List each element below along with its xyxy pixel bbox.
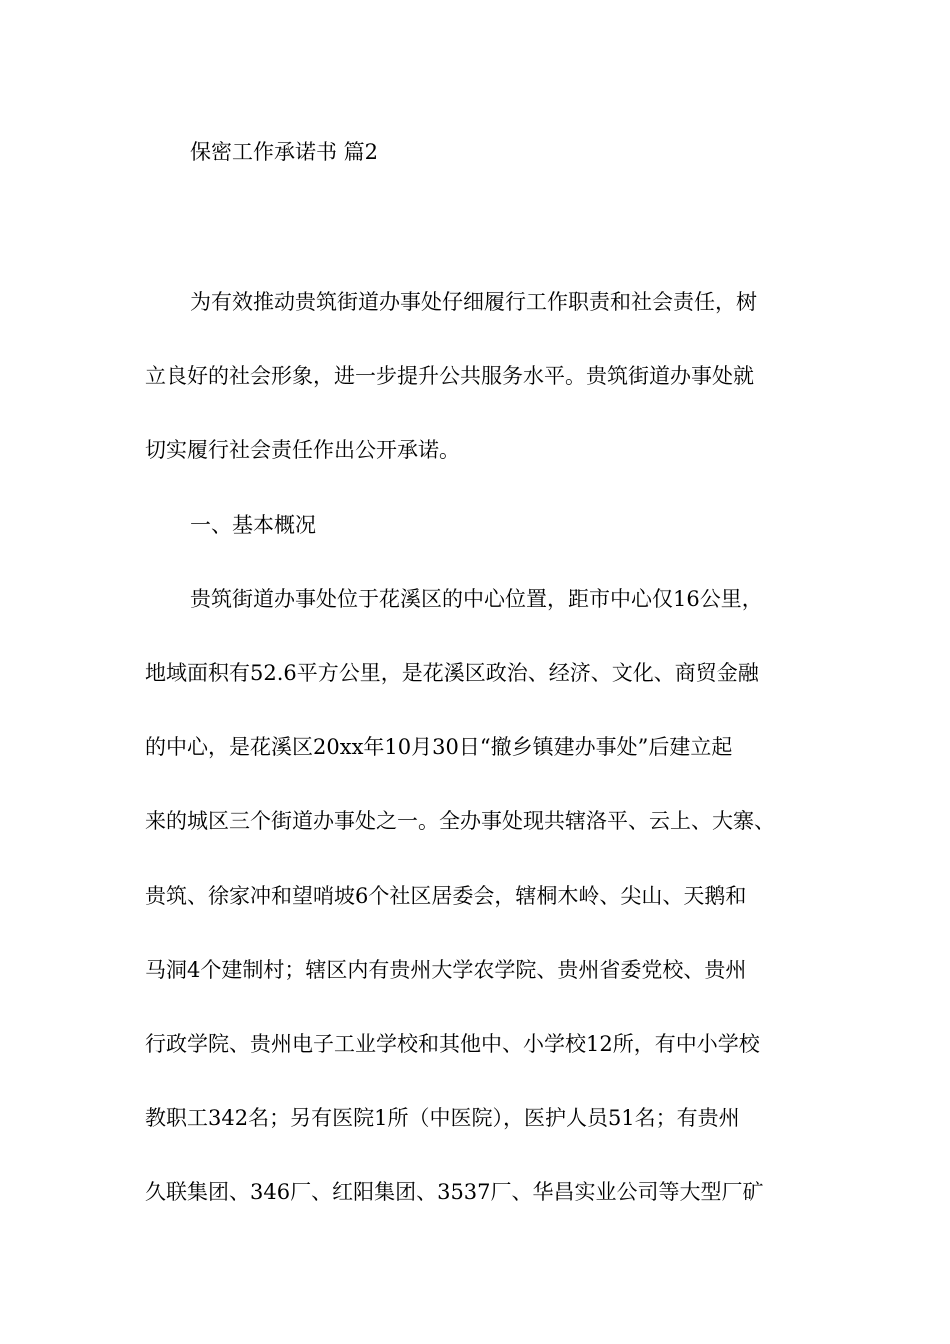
document-title: 保密工作承诺书 篇2 [190,140,379,164]
text-line-9: 贵筑、徐家冲和望哨坡6个社区居委会，辖桐木岭、尖山、天鹅和 [145,883,747,908]
section-heading-basic-overview: 一、基本概况 [190,512,316,537]
text-line-8: 来的城区三个街道办事处之一。全办事处现共辖洛平、云上、大寨、 [145,809,775,834]
text-line-3: 切实履行社会责任作出公开承诺。 [145,438,460,463]
document-body [145,284,845,1248]
text-line-10: 马洞4个建制村；辖区内有贵州大学农学院、贵州省委党校、贵州 [145,957,747,982]
text-line-6: 地域面积有52.6平方公里，是花溪区政治、经济、文化、商贸金融 [145,660,759,685]
text-line-1: 为有效推动贵筑街道办事处仔细履行工作职责和社会责任，树 [190,290,757,314]
text-line-12: 教职工342名；另有医院1所（中医院），医护人员51名；有贵州 [145,1106,740,1131]
text-line-5: 贵筑街道办事处位于花溪区的中心位置，距市中心仅16公里， [190,586,763,611]
text-line-11: 行政学院、贵州电子工业学校和其他中、小学校12所，有中小学校 [145,1031,760,1056]
text-line-7: 的中心，是花溪区20xx年10月30日“撤乡镇建办事处”后建立起 [145,735,733,760]
text-line-2: 立良好的社会形象，进一步提升公共服务水平。贵筑街道办事处就 [145,364,754,389]
text-line-13: 久联集团、346厂、红阳集团、3537厂、华昌实业公司等大型厂矿 [145,1180,764,1205]
